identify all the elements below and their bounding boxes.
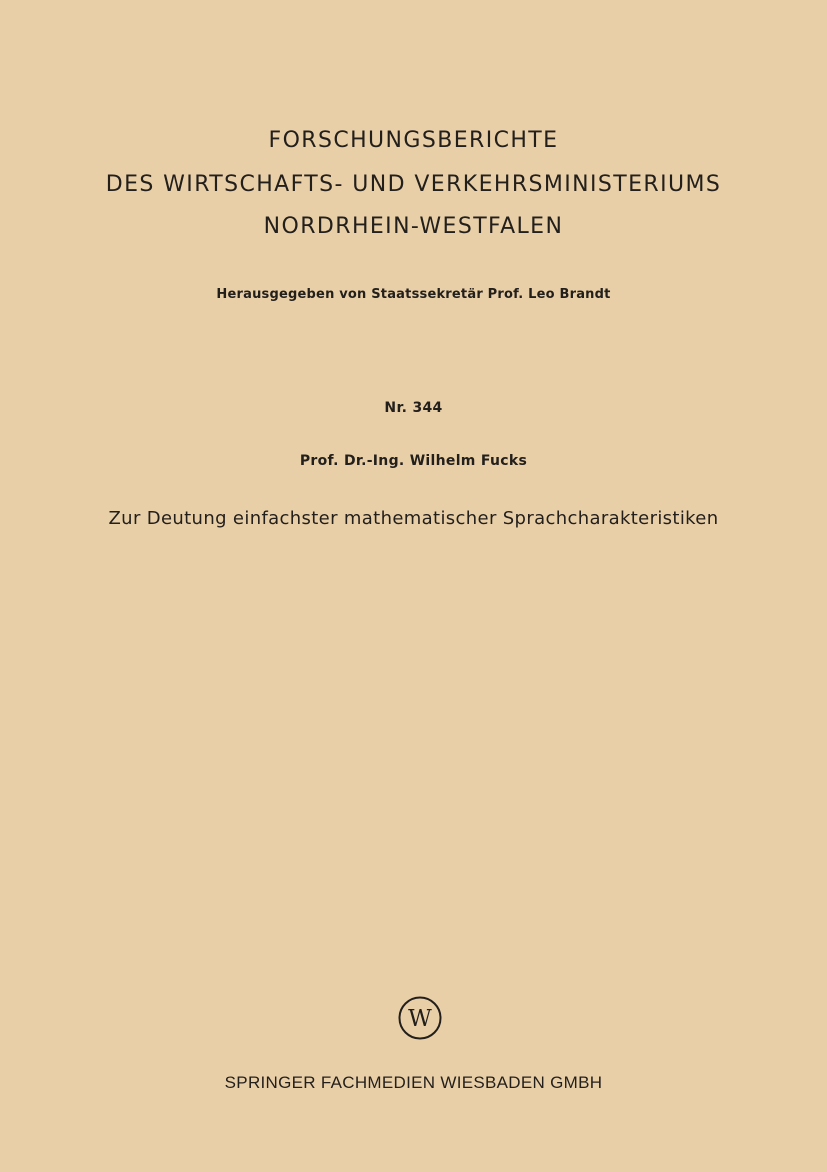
book-title: Zur Deutung einfachster mathematischer Sprachcharakteristiken [108, 508, 719, 529]
series-title-line-3: NORDRHEIN-WESTFALEN [263, 214, 564, 239]
publisher-name: SPRINGER FACHMEDIEN WIESBADEN GMBH [224, 1073, 603, 1092]
volume-number: Nr. 344 [384, 400, 443, 416]
series-title-line-1: FORSCHUNGSBERICHTE [268, 128, 559, 153]
editor-line: Herausgegeben von Staatssekretär Prof. Leo Brandt [216, 287, 611, 302]
logo-letter: W [408, 1006, 432, 1032]
series-title-line-2: DES WIRTSCHAFTS- UND VERKEHRSMINISTERIUMS [105, 172, 722, 197]
author-name: Prof. Dr.-Ing. Wilhelm Fucks [299, 453, 528, 469]
publisher-logo-icon [397, 995, 443, 1041]
